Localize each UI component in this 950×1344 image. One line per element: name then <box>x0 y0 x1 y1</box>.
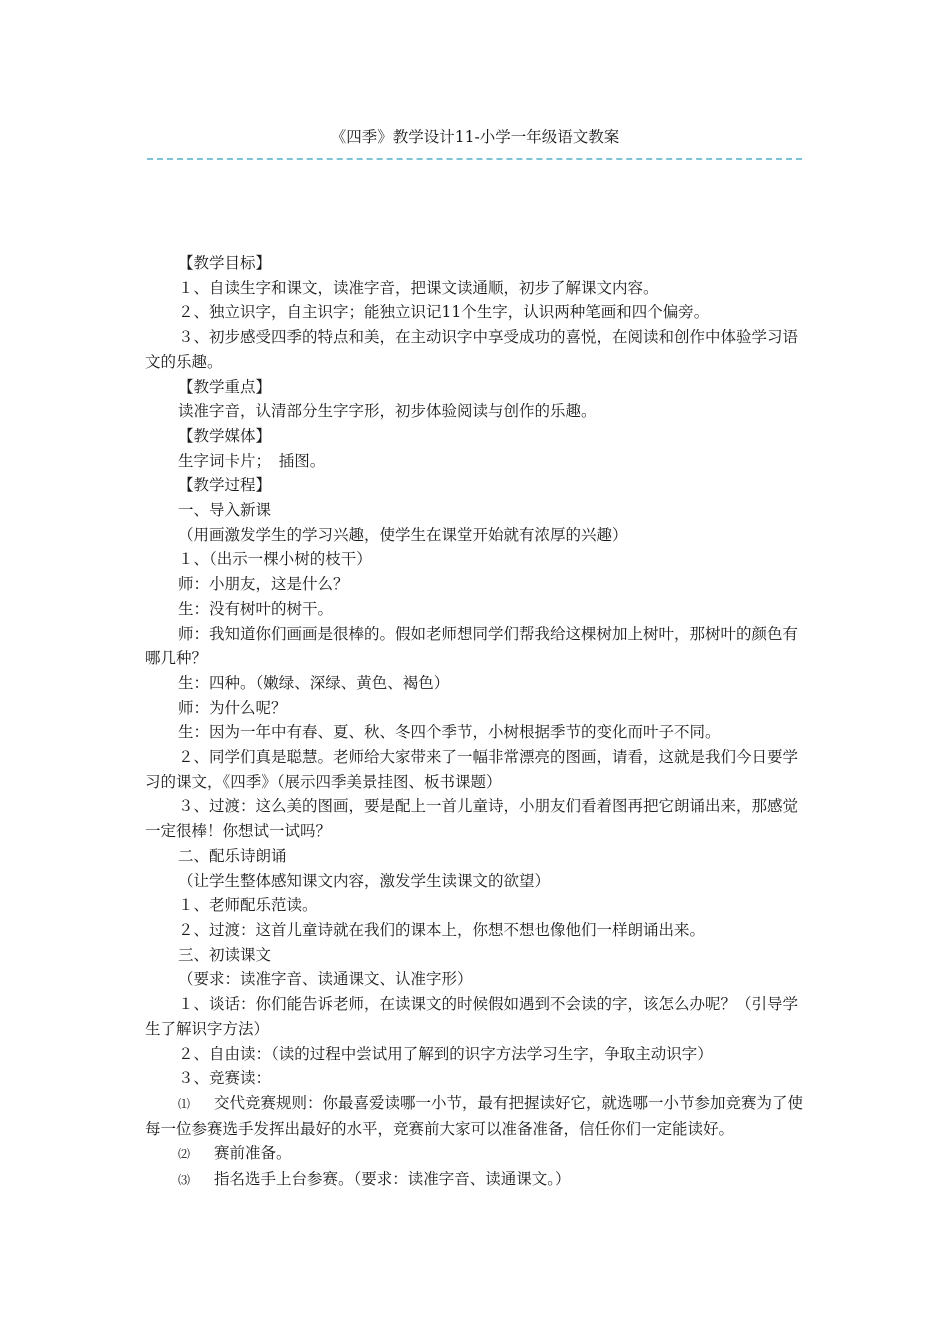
process-line: １、谈话：你们能告诉老师，在读课文的时候假如遇到不会读的字，该怎么办呢？（引导学生了解识字方法） <box>145 995 799 1038</box>
process-line: ３、过渡：这么美的图画，要是配上一首儿童诗，小朋友们看着图再把它朗诵出来，那感觉一定很棒！你想试一试吗？ <box>145 797 799 841</box>
numbered-item <box>145 1141 810 1167</box>
item-text: 指名选手上台参赛。（要求：读准字音、读通课文。） <box>214 1170 571 1189</box>
process-line: １、老师配乐范读。 <box>178 896 318 915</box>
section-heading-process: 【教学过程】 <box>178 476 272 495</box>
item-text: 赛前准备。 <box>214 1144 292 1163</box>
item-number: ⑶ <box>178 1173 191 1188</box>
step-note: （让学生整体感知课文内容，激发学生读课文的欲望） <box>178 871 551 890</box>
process-line: ２、自由读：（读的过程中尝试用了解到的识字方法学习生字，争取主动识字） <box>178 1044 713 1063</box>
section-heading-media: 【教学媒体】 <box>178 426 272 445</box>
dialogue-line: 师：为什么呢？ <box>178 698 287 717</box>
item-text: 交代竞赛规则：你最喜爱读哪一小节，最有把握读好它，就选哪一小节参加竞赛为了使每一位参赛选手发挥出最好的水平，竞赛前大家可以准备准备，信任你们一定能读好。 <box>145 1093 804 1138</box>
title-divider <box>147 158 802 160</box>
numbered-item <box>145 1091 810 1141</box>
objective-item: ２、独立识字，自主识字；能独立识记11个生字，认识两种笔画和四个偏旁。 <box>178 303 710 322</box>
process-line: ２、过渡：这首儿童诗就在我们的课本上，你想不想也像他们一样朗诵出来。 <box>178 920 706 939</box>
process-line: １、（出示一棵小树的枝干） <box>178 550 372 569</box>
key-points-text: 读准字音，认清部分生字字形，初步体验阅读与创作的乐趣。 <box>178 402 597 421</box>
item-number: ⑴ <box>178 1096 191 1111</box>
numbered-item <box>145 1167 810 1193</box>
section-heading-objectives: 【教学目标】 <box>178 254 272 272</box>
dialogue-line: 生：因为一年中有春、夏、秋、冬四个季节，小树根据季节的变化而叶子不同。 <box>178 723 721 742</box>
dialogue-line: 生：没有树叶的树干。 <box>178 599 334 618</box>
step-heading: 一、导入新课 <box>178 501 272 520</box>
objective-item: １、自读生字和课文，读准字音，把课文读通顺，初步了解课文内容。 <box>178 278 659 297</box>
media-text: 生字词卡片； 插图。 <box>178 451 326 470</box>
section-heading-key-points: 【教学重点】 <box>178 377 272 396</box>
process-line: ３、竞赛读： <box>178 1069 272 1088</box>
step-note: （要求：读准字音、读通课文、认准字形） <box>178 970 473 989</box>
process-line: ２、同学们真是聪慧。老师给大家带来了一幅非常漂亮的图画，请看，这就是我们今日要学习的课文，《四季》（展示四季美景挂图、板书课题） <box>145 748 799 791</box>
dialogue-line: 师：小朋友，这是什么？ <box>178 575 349 594</box>
objective-item: ３、初步感受四季的特点和美，在主动识字中享受成功的喜悦，在阅读和创作中体验学习语文的乐趣。 <box>145 328 799 371</box>
document-body <box>145 251 810 1193</box>
dialogue-line: 师：我知道你们画画是很棒的。假如老师想同学们帮我给这棵树加上树叶，那树叶的颜色有哪几种？ <box>145 624 799 668</box>
page-title: 《四季》教学设计11-小学一年级语文教案 <box>330 128 620 146</box>
dialogue-line: 生：四种。（嫩绿、深绿、黄色、褐色） <box>178 673 450 692</box>
item-number: ⑵ <box>178 1147 191 1162</box>
step-heading: 二、配乐诗朗诵 <box>178 846 287 865</box>
step-heading: 三、初读课文 <box>178 945 272 964</box>
step-note: （用画激发学生的学习兴趣，使学生在课堂开始就有浓厚的兴趣） <box>178 525 628 544</box>
